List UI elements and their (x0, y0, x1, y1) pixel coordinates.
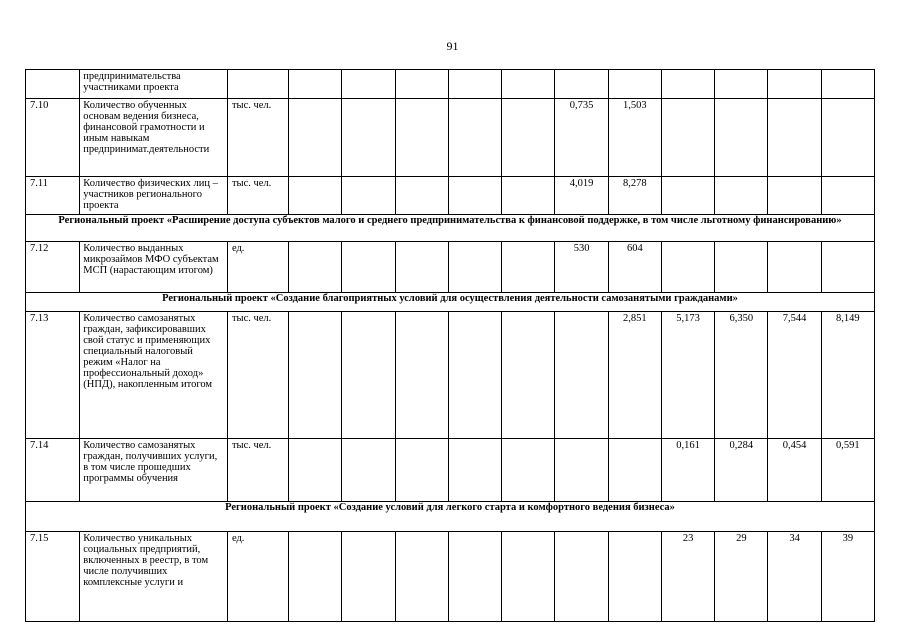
unit-cell: ед. (227, 532, 288, 622)
indicator-name: предпринимательства участниками проекта (80, 70, 228, 99)
value-cell (502, 439, 555, 502)
value-cell (768, 242, 821, 293)
table-row (26, 177, 875, 215)
value-cell (289, 312, 342, 439)
row-number: 7.11 (26, 177, 80, 215)
value-cell (289, 242, 342, 293)
section-header-row (26, 502, 875, 532)
value-cell (448, 177, 501, 215)
value-cell (448, 99, 501, 177)
row-number: 7.15 (26, 532, 80, 622)
value-cell: 1,503 (608, 99, 661, 177)
value-cell: 5,173 (661, 312, 714, 439)
value-cell: 0,735 (555, 99, 608, 177)
value-cell (555, 439, 608, 502)
indicator-name: Количество самозанятых граждан, получивших услуги, в том числе прошедших программы обучения (80, 439, 228, 502)
row-number: 7.14 (26, 439, 80, 502)
unit-cell: тыс. чел. (227, 177, 288, 215)
value-cell (395, 99, 448, 177)
indicator-name: Количество самозанятых граждан, зафиксировавших свой статус и применяющих специальный налоговый режим «Налог на профессиональный доход» (НПД), накопленным итогом (80, 312, 228, 439)
value-cell: 0,591 (821, 439, 874, 502)
value-cell (821, 177, 874, 215)
indicator-name: Количество уникальных социальных предприятий, включенных в реестр, в том числе получивших комплексные услуги и (80, 532, 228, 622)
value-cell: 34 (768, 532, 821, 622)
value-cell (821, 99, 874, 177)
table-row (26, 242, 875, 293)
value-cell: 2,851 (608, 312, 661, 439)
unit-cell: тыс. чел. (227, 439, 288, 502)
value-cell: 4,019 (555, 177, 608, 215)
value-cell (821, 70, 874, 99)
unit-cell: ед. (227, 242, 288, 293)
value-cell (555, 70, 608, 99)
unit-cell: тыс. чел. (227, 312, 288, 439)
value-cell: 8,149 (821, 312, 874, 439)
value-cell (342, 242, 395, 293)
value-cell (768, 70, 821, 99)
row-number: 7.12 (26, 242, 80, 293)
indicator-name: Количество выданных микрозаймов МФО субъектам МСП (нарастающим итогом) (80, 242, 228, 293)
value-cell (768, 177, 821, 215)
value-cell: 0,284 (715, 439, 768, 502)
section-header-row (26, 215, 875, 242)
table-row (26, 532, 875, 622)
value-cell (395, 70, 448, 99)
value-cell (502, 312, 555, 439)
value-cell: 0,454 (768, 439, 821, 502)
value-cell (395, 242, 448, 293)
value-cell (395, 312, 448, 439)
value-cell (661, 242, 714, 293)
value-cell (448, 532, 501, 622)
value-cell (448, 312, 501, 439)
value-cell (715, 99, 768, 177)
indicator-name: Количество физических лиц – участников регионального проекта (80, 177, 228, 215)
value-cell (715, 177, 768, 215)
value-cell (289, 70, 342, 99)
indicator-name: Количество обученных основам ведения бизнеса, финансовой грамотности и иным навыкам предпринимат.деятельности (80, 99, 228, 177)
unit-cell: тыс. чел. (227, 99, 288, 177)
value-cell (608, 439, 661, 502)
value-cell (448, 242, 501, 293)
indicators-table (25, 69, 875, 622)
value-cell: 6,350 (715, 312, 768, 439)
value-cell: 39 (821, 532, 874, 622)
value-cell: 0,161 (661, 439, 714, 502)
unit-cell (227, 70, 288, 99)
value-cell (395, 439, 448, 502)
value-cell (342, 532, 395, 622)
value-cell (661, 177, 714, 215)
value-cell (342, 177, 395, 215)
value-cell (502, 242, 555, 293)
value-cell: 604 (608, 242, 661, 293)
value-cell (342, 99, 395, 177)
table-row (26, 439, 875, 502)
row-number: 7.13 (26, 312, 80, 439)
table-row (26, 99, 875, 177)
value-cell: 23 (661, 532, 714, 622)
value-cell: 7,544 (768, 312, 821, 439)
page-number: 91 (446, 39, 459, 53)
section-title: Региональный проект «Создание благоприятных условий для осуществления деятельности самозанятыми гражданами» (26, 293, 875, 312)
table-row (26, 70, 875, 99)
value-cell (395, 177, 448, 215)
table-row (26, 312, 875, 439)
value-cell (448, 70, 501, 99)
value-cell (502, 177, 555, 215)
row-number: 7.10 (26, 99, 80, 177)
value-cell (608, 532, 661, 622)
value-cell (289, 177, 342, 215)
value-cell (502, 70, 555, 99)
value-cell (289, 532, 342, 622)
value-cell (608, 70, 661, 99)
value-cell (448, 439, 501, 502)
section-title: Региональный проект «Расширение доступа субъектов малого и среднего предпринимательства к финансовой поддержке, в том числе льготному финансированию» (26, 215, 875, 242)
value-cell (555, 312, 608, 439)
value-cell (342, 70, 395, 99)
section-header-row (26, 293, 875, 312)
value-cell (502, 99, 555, 177)
value-cell: 8,278 (608, 177, 661, 215)
value-cell (768, 99, 821, 177)
value-cell (289, 439, 342, 502)
value-cell (289, 99, 342, 177)
row-number (26, 70, 80, 99)
value-cell (342, 312, 395, 439)
value-cell (342, 439, 395, 502)
value-cell (821, 242, 874, 293)
value-cell: 530 (555, 242, 608, 293)
value-cell (555, 532, 608, 622)
value-cell (502, 532, 555, 622)
value-cell (661, 70, 714, 99)
value-cell (395, 532, 448, 622)
value-cell (715, 70, 768, 99)
value-cell: 29 (715, 532, 768, 622)
section-title: Региональный проект «Создание условий для легкого старта и комфортного ведения бизнеса» (26, 502, 875, 532)
value-cell (715, 242, 768, 293)
value-cell (661, 99, 714, 177)
